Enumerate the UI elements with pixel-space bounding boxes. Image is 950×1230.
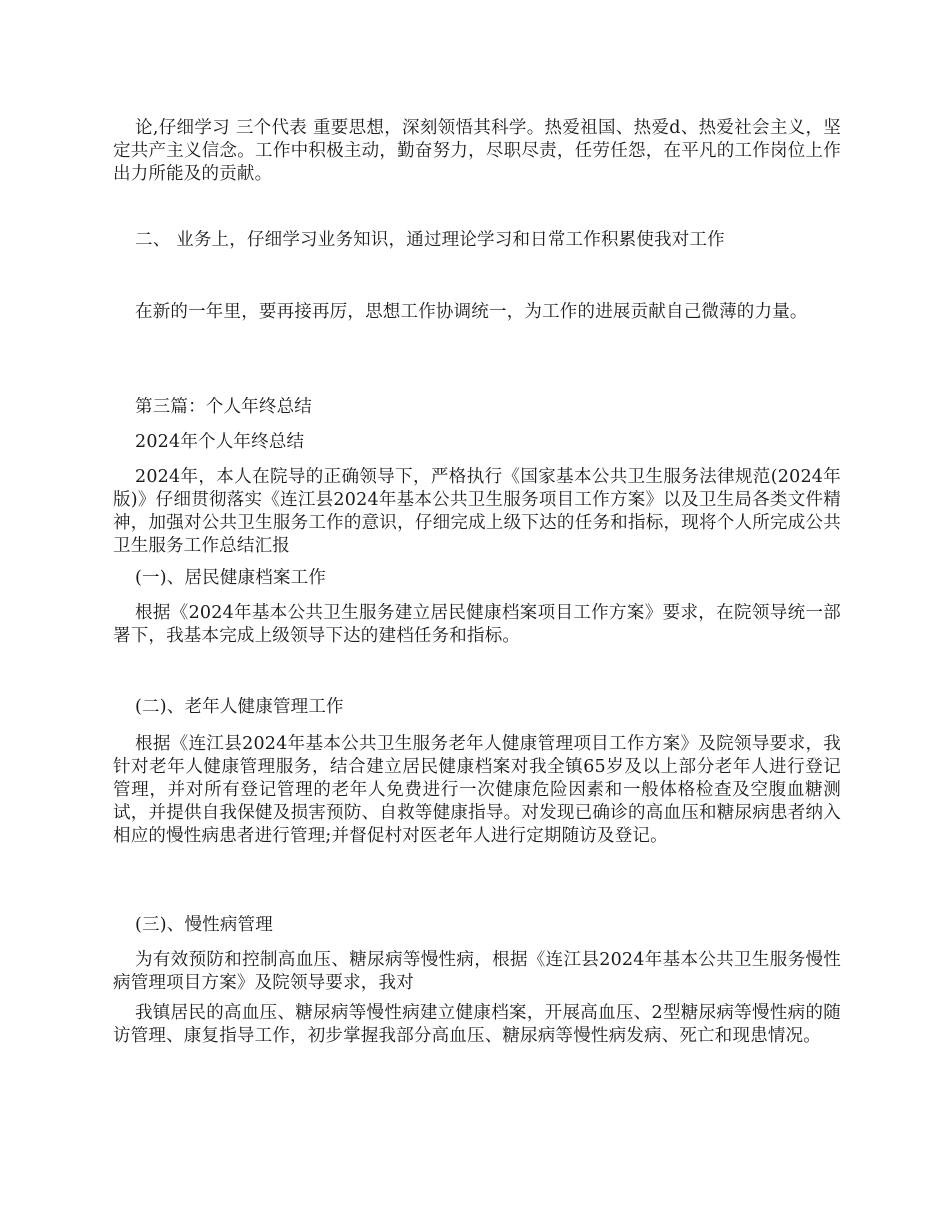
paragraph-intro: 论,仔细学习 三个代表 重要思想，深刻领悟其科学。热爱祖国、热爱d、热爱社会主义，坚定共产主义信念。工作中积极主动，勤奋努力，尽职尽责，任劳任怨，在平凡的工作岗位上作出力所能及的贡献。 [113, 118, 841, 184]
paragraph-elderly-care: 根据《连江县2024年基本公共卫生服务老年人健康管理项目工作方案》及院领导要求，我针对老年人健康管理服务，结合建立居民健康档案对我全镇65岁及以上部分老年人进行登记管理，并对所有登记管理的老年人免费进行一次健康危险因素和一般体格检查及空腹血糖测试，并提供自我保健及损害预防、自救等健康指导。对发现已确诊的高血压和糖尿病患者纳入相应的慢性病患者进行管理;并督促村对医老年人进行定期随访及登记。 [113, 734, 841, 846]
heading-elderly-care: (二)、老年人健康管理工作 [135, 697, 344, 717]
paragraph-chronic-disease-intro: 为有效预防和控制高血压、糖尿病等慢性病，根据《连江县2024年基本公共卫生服务慢性病管理项目方案》及院领导要求，我对 [113, 950, 841, 993]
paragraph-summary-intro: 2024年，本人在院导的正确领导下，严格执行《国家基本公共卫生服务法律规范(2024年版)》仔细贯彻落实《连江县2024年基本公共卫生服务项目工作方案》以及卫生局各类文件精神，加强对公共卫生服务工作的意识，仔细完成上级下达的任务和指标，现将个人所完成公共卫生服务工作总结汇报 [113, 467, 841, 556]
heading-chronic-disease: (三)、慢性病管理 [135, 915, 273, 935]
paragraph-health-records: 根据《2024年基本公共卫生服务建立居民健康档案项目工作方案》要求，在院领导统一部署下，我基本完成上级领导下达的建档任务和指标。 [113, 603, 841, 646]
paragraph-section-two: 二、 业务上，仔细学习业务知识，通过理论学习和日常工作积累使我对工作 [135, 230, 725, 250]
paragraph-chronic-disease-detail: 我镇居民的高血压、糖尿病等慢性病建立健康档案，开展高血压、2型糖尿病等慢性病的随访管理、康复指导工作，初步掌握我部分高血压、糖尿病等慢性病发病、死亡和现患情况。 [113, 1003, 841, 1046]
paragraph-new-year: 在新的一年里，要再接再厉，思想工作协调统一，为工作的进展贡献自己微薄的力量。 [135, 302, 808, 322]
heading-health-records: (一)、居民健康档案工作 [135, 568, 327, 588]
heading-part-three: 第三篇：个人年终总结 [135, 397, 312, 417]
heading-year-summary: 2024年个人年终总结 [135, 432, 305, 452]
